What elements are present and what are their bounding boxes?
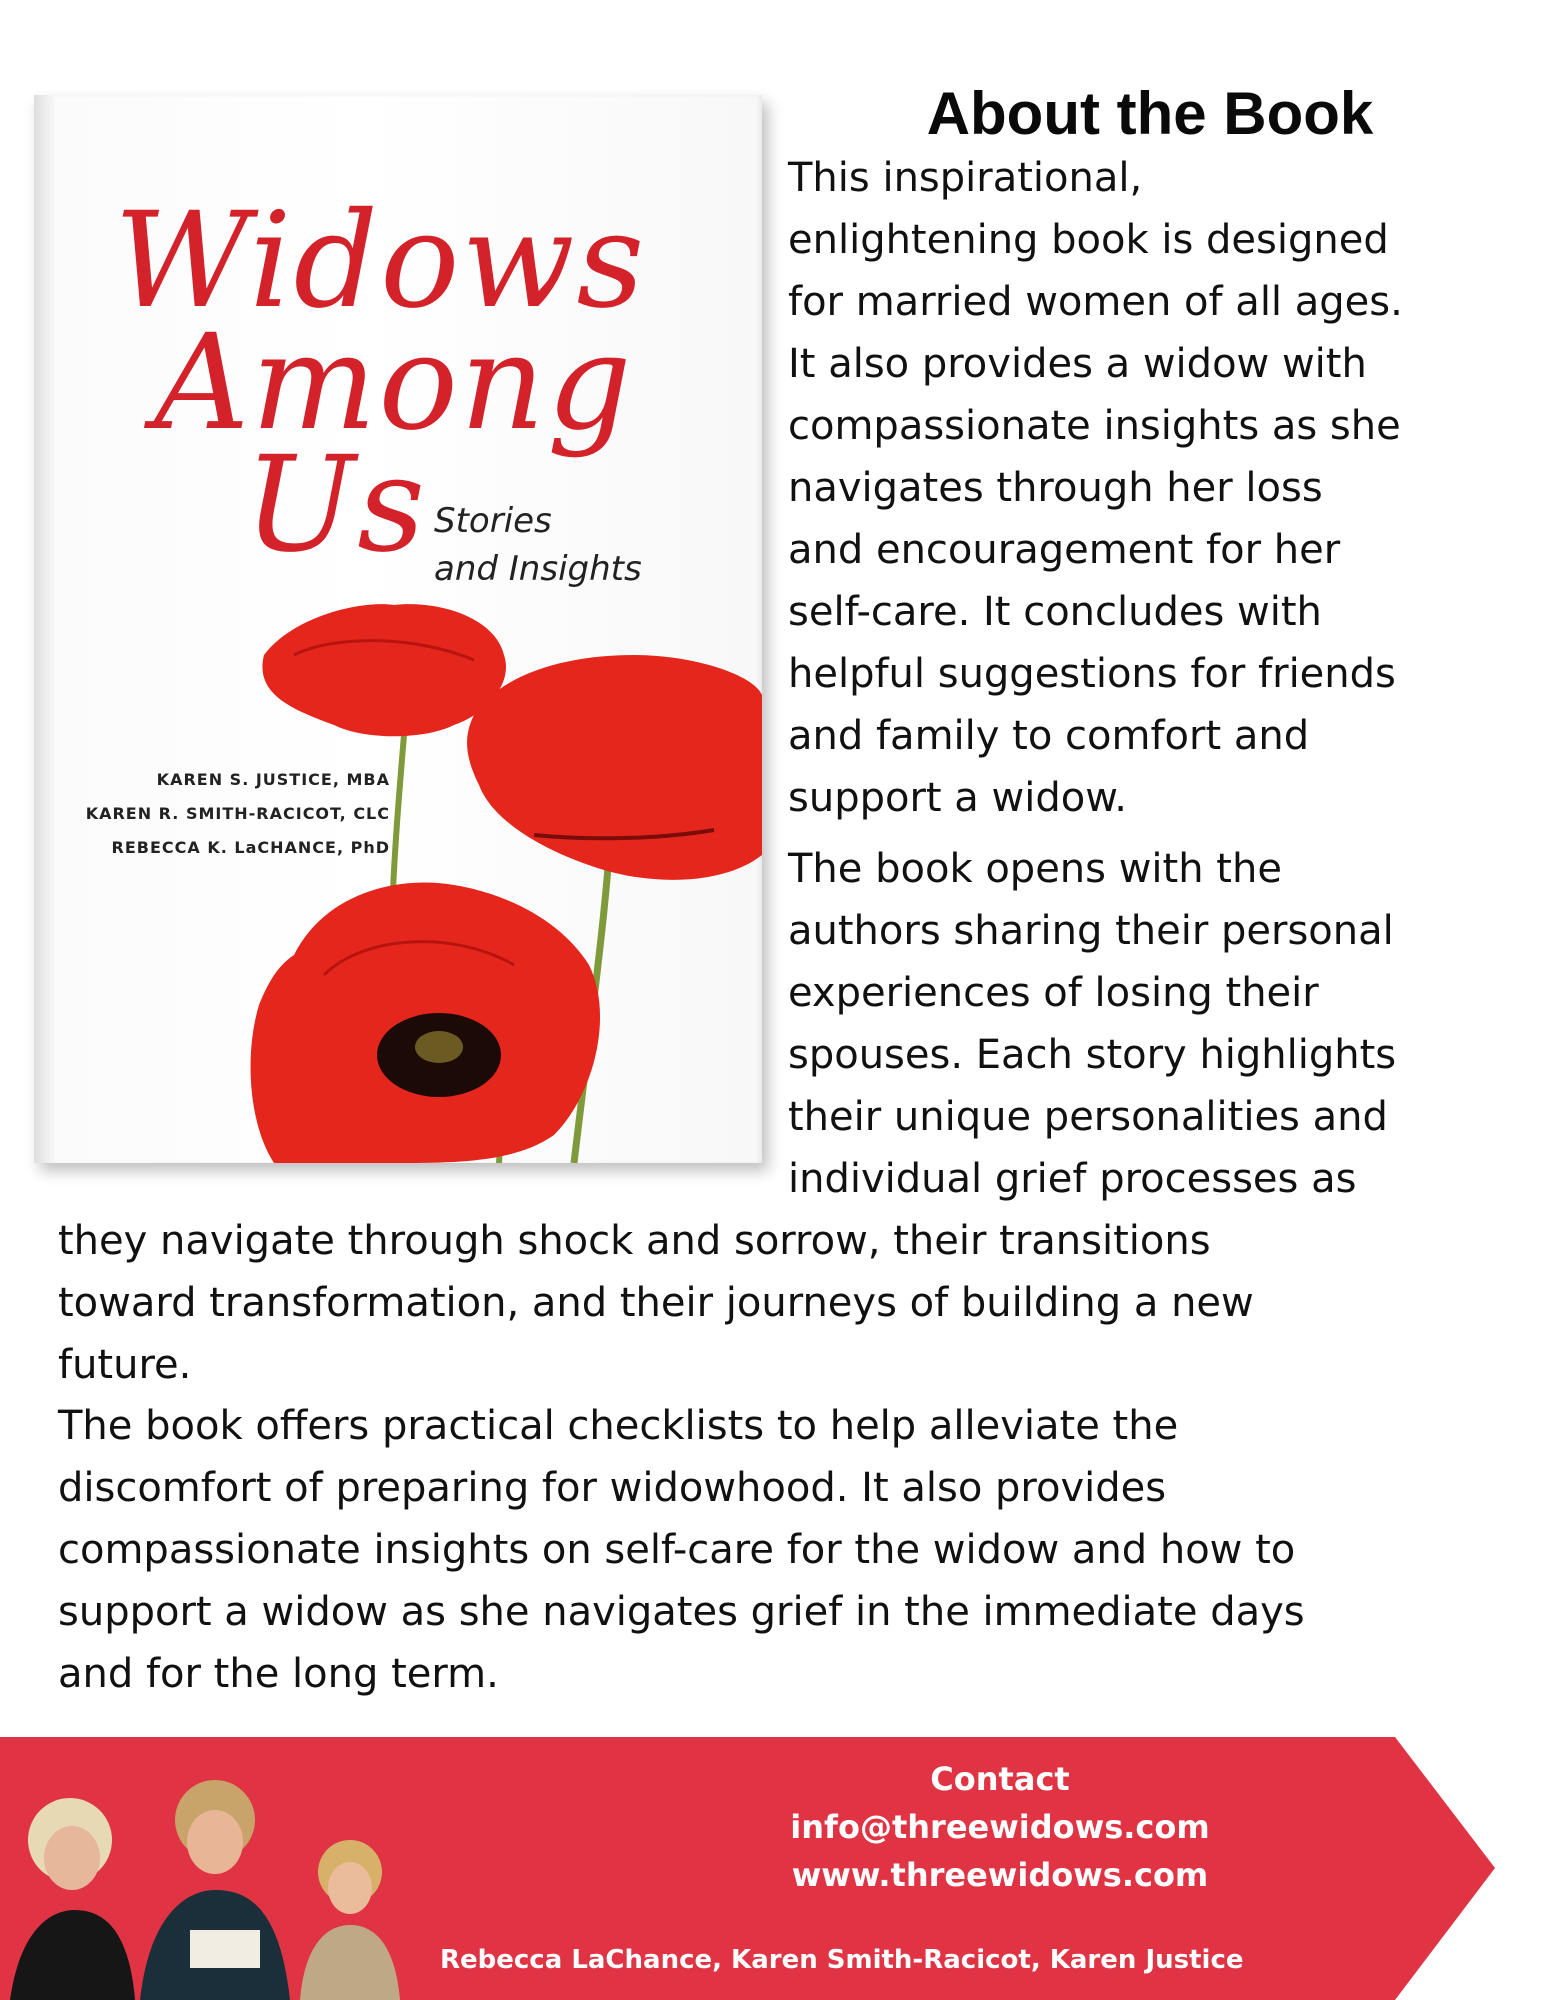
- paragraph-checklists: [58, 1395, 1478, 1705]
- poppy-flower: [262, 604, 506, 736]
- text-line: authors sharing their personal: [788, 908, 1394, 954]
- cover-subtitle-line: and Insights: [434, 549, 642, 589]
- cover-authors: [86, 763, 390, 865]
- text-line: experiences of losing their: [788, 970, 1319, 1016]
- text-line: and for the long term.: [58, 1651, 499, 1697]
- text-line: spouses. Each story highlights: [788, 1032, 1397, 1078]
- text-line: for married women of all ages.: [788, 279, 1403, 325]
- cover-title-line: Among: [154, 306, 634, 460]
- text-line: helpful suggestions for friends: [788, 651, 1396, 697]
- page-title: About the Book: [926, 80, 1374, 147]
- text-line: discomfort of preparing for widowhood. It also provides: [58, 1465, 1167, 1511]
- cover-subtitle: [434, 497, 642, 593]
- text-line: The book opens with the: [788, 846, 1282, 892]
- text-line: and family to comfort and: [788, 713, 1310, 759]
- contact-block: [760, 1755, 1240, 1899]
- authors-photo: [0, 1780, 420, 2000]
- text-line: individual grief processes as: [788, 1156, 1357, 1202]
- text-line: compassionate insights as she: [788, 403, 1401, 449]
- cover-subtitle-line: Stories: [434, 501, 552, 541]
- cover-author: KAREN S. JUSTICE, MBA: [156, 770, 390, 789]
- poppy-flower: [467, 655, 762, 880]
- text-line: compassionate insights on self-care for the widow and how to: [58, 1527, 1296, 1573]
- text-line: future.: [58, 1342, 192, 1388]
- paragraph-intro: [788, 147, 1500, 829]
- cover-author: REBECCA K. LaCHANCE, PhD: [111, 838, 390, 857]
- cover-title-line: Widows: [114, 184, 647, 338]
- text-line: It also provides a widow with: [788, 341, 1367, 387]
- contact-label: Contact: [930, 1760, 1070, 1798]
- cover-author: KAREN R. SMITH-RACICOT, CLC: [85, 804, 390, 823]
- text-line: and encouragement for her: [788, 527, 1341, 573]
- text-line: This inspirational,: [788, 155, 1143, 201]
- paragraph-stories: [788, 838, 1500, 1210]
- author-names: Rebecca LaChance, Karen Smith-Racicot, Karen Justice: [440, 1945, 1244, 1975]
- paragraph-stories-continued: [58, 1210, 1478, 1396]
- text-line: support a widow.: [788, 775, 1127, 821]
- text-line: support a widow as she navigates grief in the immediate days: [58, 1589, 1305, 1635]
- text-line: self-care. It concludes with: [788, 589, 1322, 635]
- contact-website[interactable]: www.threewidows.com: [791, 1856, 1209, 1894]
- text-line: toward transformation, and their journeys of building a new: [58, 1280, 1254, 1326]
- contact-email[interactable]: info@threewidows.com: [790, 1808, 1210, 1846]
- text-line: The book offers practical checklists to help alleviate the: [58, 1403, 1179, 1449]
- text-line: enlightening book is designed: [788, 217, 1389, 263]
- text-line: navigates through her loss: [788, 465, 1323, 511]
- book-cover: [34, 95, 762, 1163]
- text-line: they navigate through shock and sorrow, their transitions: [58, 1218, 1211, 1264]
- cover-title-line: Us: [244, 428, 427, 582]
- text-line: their unique personalities and: [788, 1094, 1388, 1140]
